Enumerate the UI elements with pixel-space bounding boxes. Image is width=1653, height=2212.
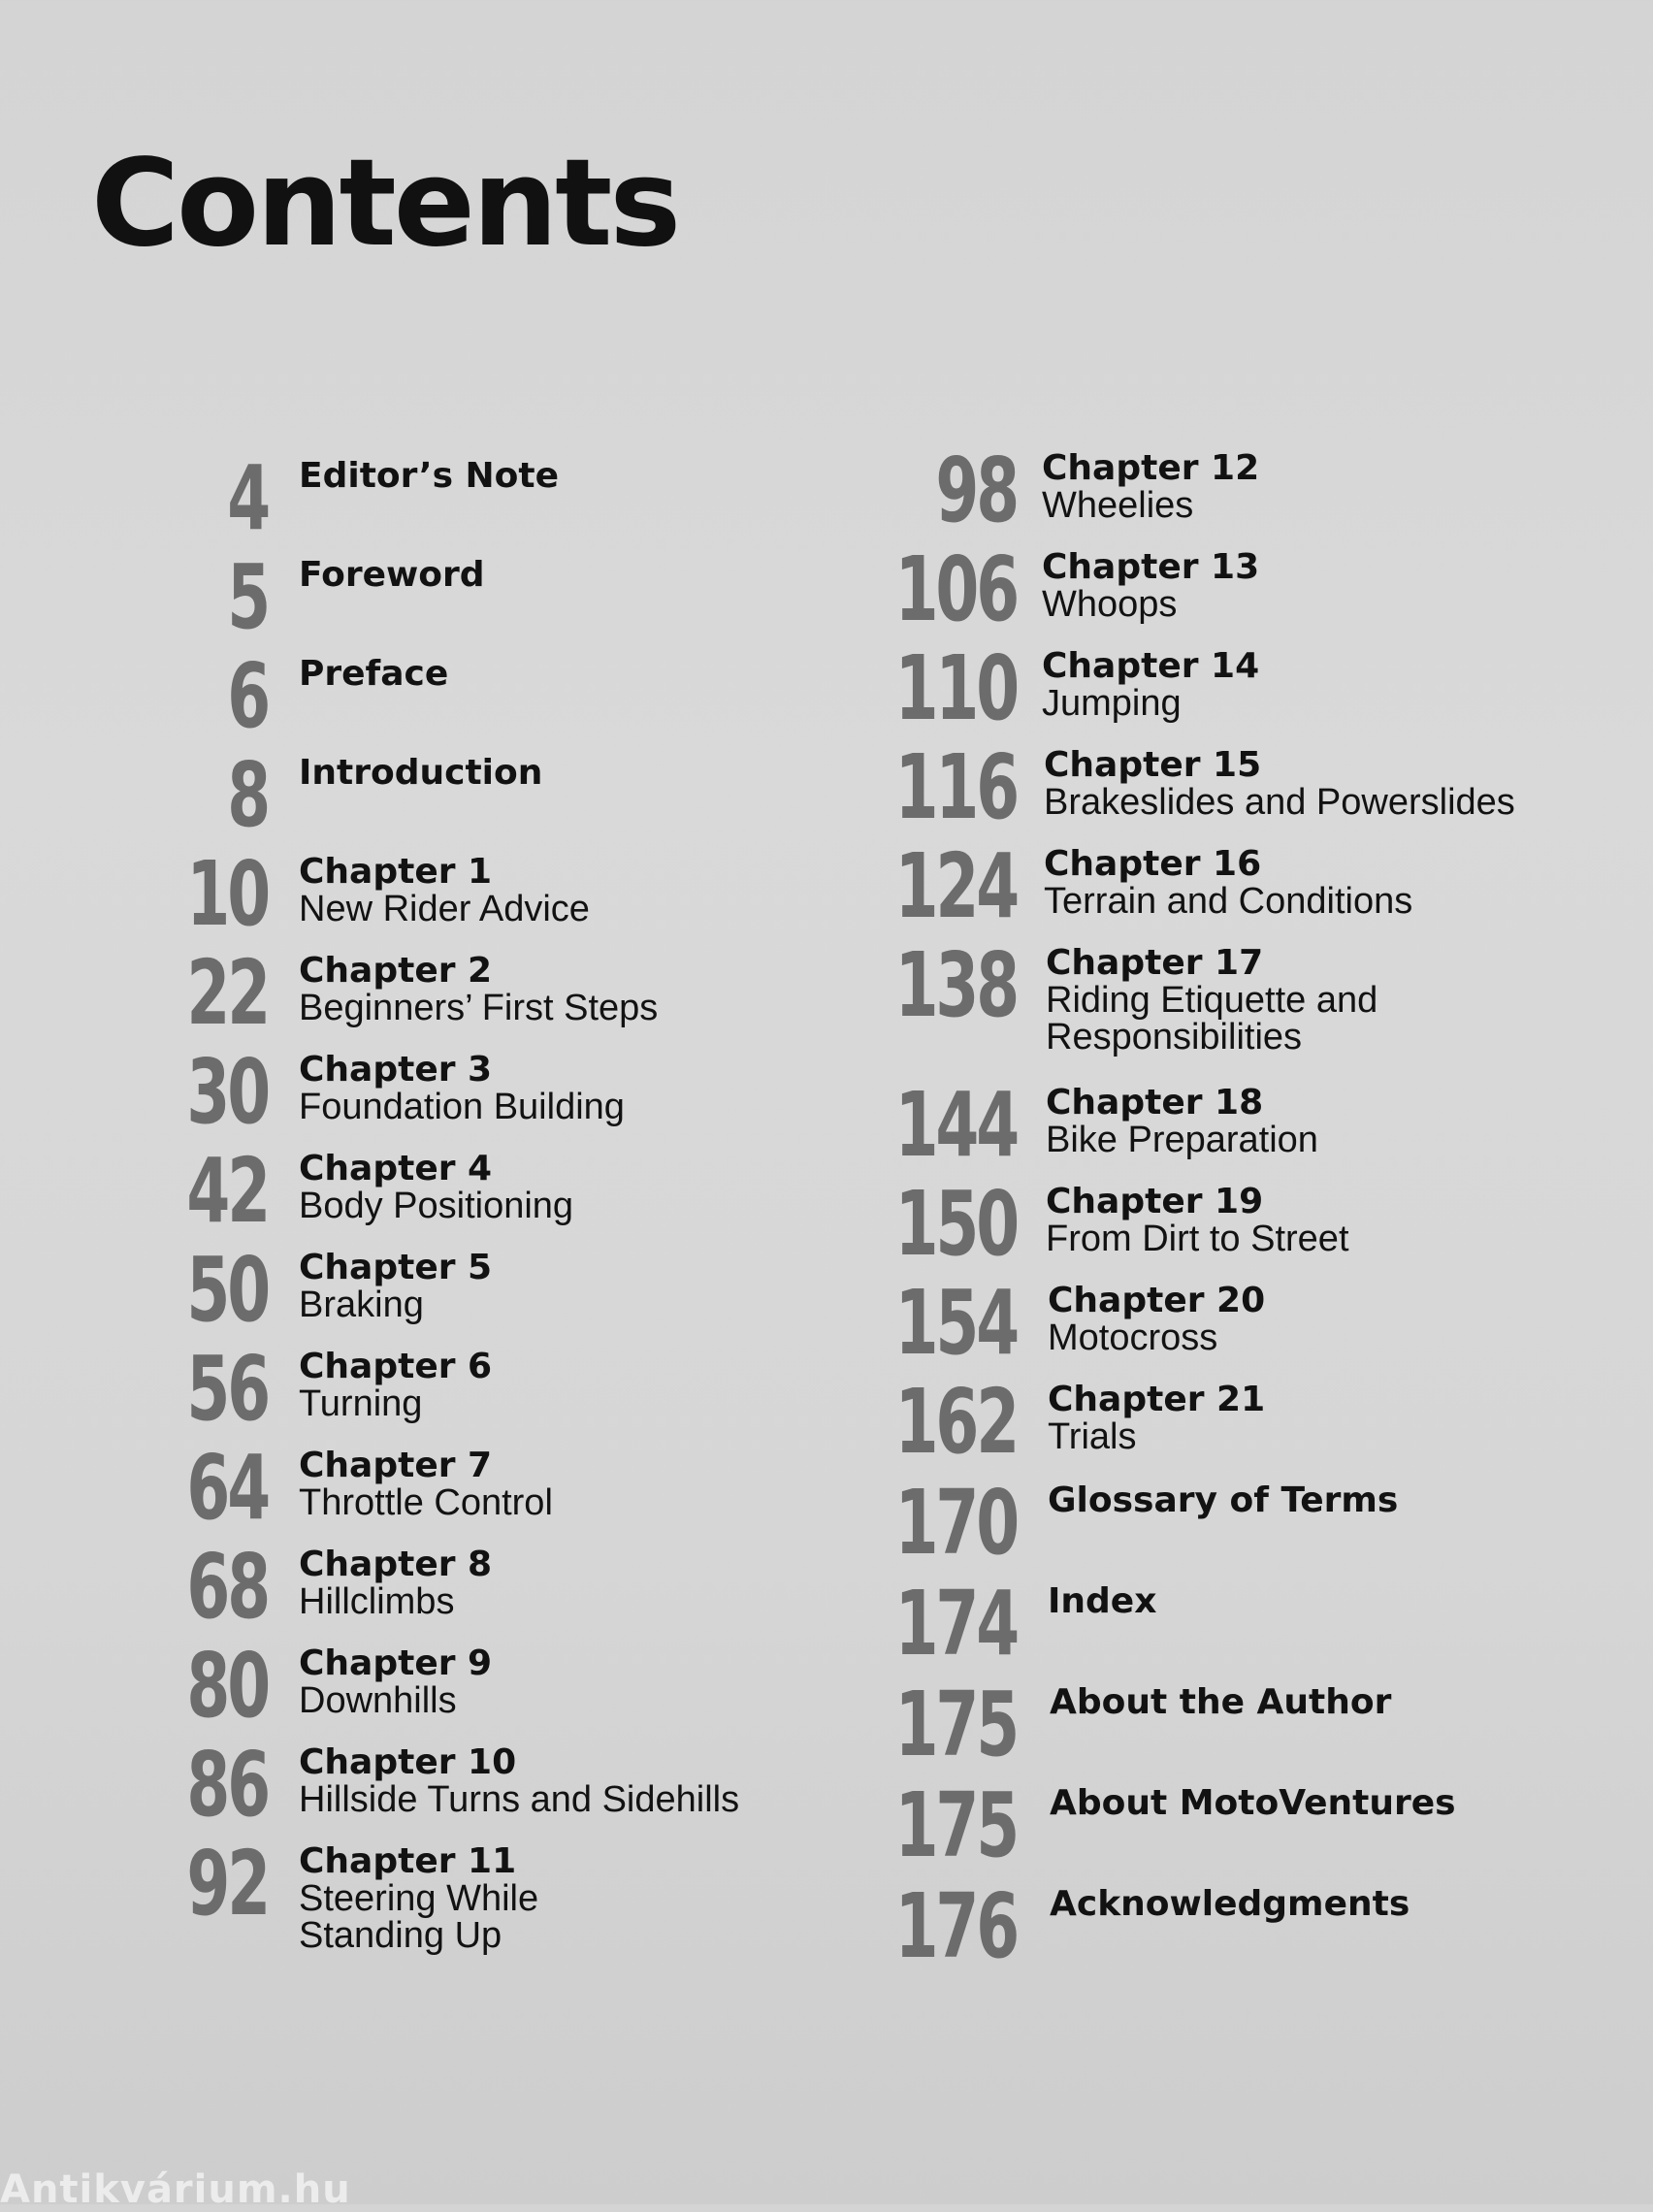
toc-entry[interactable] <box>795 1874 1630 1978</box>
entry-text <box>299 1349 492 1422</box>
entry-text <box>299 1052 625 1125</box>
entry-subtitle: Wheelies <box>1042 485 1194 526</box>
page-number: 92 <box>186 1832 268 1936</box>
entry-text <box>1050 1684 1391 1721</box>
entry-subtitle: From Dirt to Street <box>1046 1219 1349 1259</box>
toc-entry[interactable] <box>0 1139 815 1243</box>
toc-entry[interactable] <box>795 1172 1630 1276</box>
entry-heading: Chapter 7 <box>299 1446 493 1485</box>
entry-heading: Chapter 18 <box>1046 1083 1264 1122</box>
page-number: 174 <box>894 1572 1017 1675</box>
page-number: 138 <box>894 933 1017 1037</box>
toc-entry[interactable] <box>795 834 1630 938</box>
entry-text <box>1046 1184 1349 1257</box>
entry-text <box>299 953 658 1026</box>
toc-entry[interactable] <box>0 644 815 748</box>
toc-entry[interactable] <box>795 1271 1630 1375</box>
entry-text <box>299 755 542 792</box>
page-number: 56 <box>186 1337 268 1441</box>
page-number: 144 <box>894 1073 1017 1177</box>
entry-heading: Chapter 4 <box>299 1149 493 1188</box>
toc-entry[interactable] <box>0 1337 815 1441</box>
entry-text <box>1042 648 1259 722</box>
toc-entry[interactable] <box>0 842 815 946</box>
entry-subtitle: Terrain and Conditions <box>1044 881 1413 922</box>
page-number: 22 <box>186 941 268 1045</box>
entry-subtitle: Hillclimbs <box>299 1581 455 1622</box>
entry-heading: Chapter 1 <box>299 852 493 892</box>
entry-heading: Chapter 19 <box>1046 1182 1264 1221</box>
page-number: 80 <box>186 1634 268 1738</box>
page-number: 10 <box>186 842 268 946</box>
entry-heading: Editor’s Note <box>299 456 560 496</box>
page-number: 86 <box>186 1733 268 1837</box>
entry-heading: Chapter 13 <box>1042 547 1260 587</box>
entry-text <box>299 1448 553 1521</box>
toc-entry[interactable] <box>795 1370 1630 1474</box>
entry-subtitle: New Rider Advice <box>299 889 590 929</box>
entry-heading: Chapter 21 <box>1048 1380 1266 1419</box>
toc-entry[interactable] <box>795 1471 1630 1575</box>
toc-entry[interactable] <box>0 1832 815 1960</box>
entry-subtitle: Throttle Control <box>299 1482 553 1523</box>
entry-heading: Chapter 5 <box>299 1248 493 1287</box>
entry-heading: Chapter 2 <box>299 951 493 991</box>
entry-subtitle-line-2: Responsibilities <box>1046 1017 1303 1057</box>
entry-text <box>1048 1283 1265 1356</box>
entry-heading: Chapter 20 <box>1048 1281 1266 1320</box>
entry-text <box>1048 1583 1156 1620</box>
entry-text <box>299 557 485 594</box>
entry-heading: Chapter 6 <box>299 1347 493 1386</box>
toc-entry[interactable] <box>795 1572 1630 1675</box>
entry-text <box>1050 1886 1410 1923</box>
toc-entry[interactable] <box>0 1238 815 1342</box>
toc-entry[interactable] <box>795 1673 1630 1776</box>
entry-subtitle: Riding Etiquette and <box>1046 980 1378 1021</box>
toc-entry[interactable] <box>0 1733 815 1837</box>
entry-subtitle: Steering While <box>299 1878 539 1919</box>
entry-heading: Introduction <box>299 753 543 793</box>
page-number: 5 <box>227 545 268 649</box>
page-number: 8 <box>227 743 268 847</box>
page-number: 68 <box>186 1535 268 1639</box>
entry-text <box>1044 747 1515 821</box>
toc-entry[interactable] <box>0 1634 815 1738</box>
entry-subtitle: Foundation Building <box>299 1087 625 1127</box>
entry-subtitle-line-2: Standing Up <box>299 1915 502 1956</box>
entry-heading: Chapter 16 <box>1044 844 1262 884</box>
entry-subtitle: Beginners’ First Steps <box>299 988 659 1028</box>
entry-text <box>299 1744 739 1818</box>
page-number: 175 <box>894 1673 1017 1776</box>
entry-heading: Chapter 12 <box>1042 448 1260 488</box>
toc-entry[interactable] <box>0 941 815 1045</box>
entry-text <box>1048 1482 1398 1519</box>
entry-text <box>1046 1085 1318 1158</box>
page-number: 162 <box>894 1370 1017 1474</box>
page-number: 30 <box>186 1040 268 1144</box>
toc-entry[interactable] <box>795 735 1630 839</box>
entry-subtitle: Downhills <box>299 1680 457 1721</box>
entry-text <box>299 1843 538 1954</box>
toc-entry[interactable] <box>795 537 1630 641</box>
page-number: 150 <box>894 1172 1017 1276</box>
toc-entry[interactable] <box>795 933 1630 1061</box>
entry-subtitle: Braking <box>299 1285 424 1325</box>
entry-subtitle: Body Positioning <box>299 1186 574 1226</box>
entry-heading: Preface <box>299 654 449 694</box>
page-number: 176 <box>894 1874 1017 1978</box>
entry-text <box>1044 846 1412 920</box>
toc-entry[interactable] <box>0 1535 815 1639</box>
entry-heading: About MotoVentures <box>1050 1783 1456 1823</box>
page-number: 175 <box>894 1773 1017 1877</box>
page-title: Contents <box>91 134 679 274</box>
entry-subtitle: Jumping <box>1042 683 1182 724</box>
entry-heading: Chapter 14 <box>1042 646 1260 686</box>
entry-text <box>1042 450 1259 524</box>
entry-text <box>299 1645 492 1719</box>
entry-text <box>1050 1785 1456 1822</box>
entry-heading: Foreword <box>299 555 485 595</box>
page-number: 6 <box>227 644 268 748</box>
page-number: 110 <box>894 636 1017 740</box>
entry-subtitle: Trials <box>1048 1416 1137 1457</box>
page-number: 106 <box>894 537 1017 641</box>
entry-subtitle: Turning <box>299 1383 423 1424</box>
entry-heading: Chapter 10 <box>299 1742 517 1782</box>
entry-heading: Index <box>1048 1581 1157 1621</box>
entry-heading: Chapter 3 <box>299 1050 493 1090</box>
entry-subtitle: Brakeslides and Powerslides <box>1044 782 1515 823</box>
entry-subtitle: Whoops <box>1042 584 1178 625</box>
entry-text <box>1042 549 1259 623</box>
entry-text <box>1046 945 1378 1056</box>
entry-heading: Chapter 17 <box>1046 943 1264 983</box>
entry-text <box>1048 1382 1265 1455</box>
entry-heading: Chapter 15 <box>1044 745 1262 785</box>
entry-subtitle: Bike Preparation <box>1046 1120 1318 1160</box>
entry-text <box>299 656 448 693</box>
toc-entry[interactable] <box>795 1073 1630 1177</box>
page-number: 116 <box>894 735 1017 839</box>
entry-subtitle: Motocross <box>1048 1317 1218 1358</box>
entry-text <box>299 458 559 495</box>
entry-text <box>299 1250 492 1323</box>
page-number: 154 <box>894 1271 1017 1375</box>
entry-text <box>299 854 590 927</box>
entry-text <box>299 1151 573 1224</box>
page-number: 64 <box>186 1436 268 1540</box>
page-number: 4 <box>227 446 268 550</box>
toc-entry[interactable] <box>0 446 815 550</box>
toc-entry[interactable] <box>0 743 815 847</box>
toc-entry[interactable] <box>795 1773 1630 1877</box>
entry-subtitle: Hillside Turns and Sidehills <box>299 1779 740 1820</box>
entry-heading: Acknowledgments <box>1050 1884 1410 1924</box>
toc-entry[interactable] <box>0 1436 815 1540</box>
page-number: 170 <box>894 1471 1017 1575</box>
entry-heading: Chapter 8 <box>299 1545 493 1584</box>
entry-text <box>299 1546 492 1620</box>
page-number: 42 <box>186 1139 268 1243</box>
toc-entry[interactable] <box>795 636 1630 740</box>
entry-heading: Glossary of Terms <box>1048 1480 1399 1520</box>
entry-heading: Chapter 9 <box>299 1643 493 1683</box>
page-number: 98 <box>935 439 1017 542</box>
entry-heading: Chapter 11 <box>299 1841 517 1881</box>
watermark: Antikvárium.hu <box>0 2167 351 2212</box>
toc-entry[interactable] <box>0 1040 815 1144</box>
page-number: 50 <box>186 1238 268 1342</box>
entry-heading: About the Author <box>1050 1682 1392 1722</box>
page-number: 124 <box>894 834 1017 938</box>
toc-entry[interactable] <box>795 439 1630 542</box>
toc-entry[interactable] <box>0 545 815 649</box>
